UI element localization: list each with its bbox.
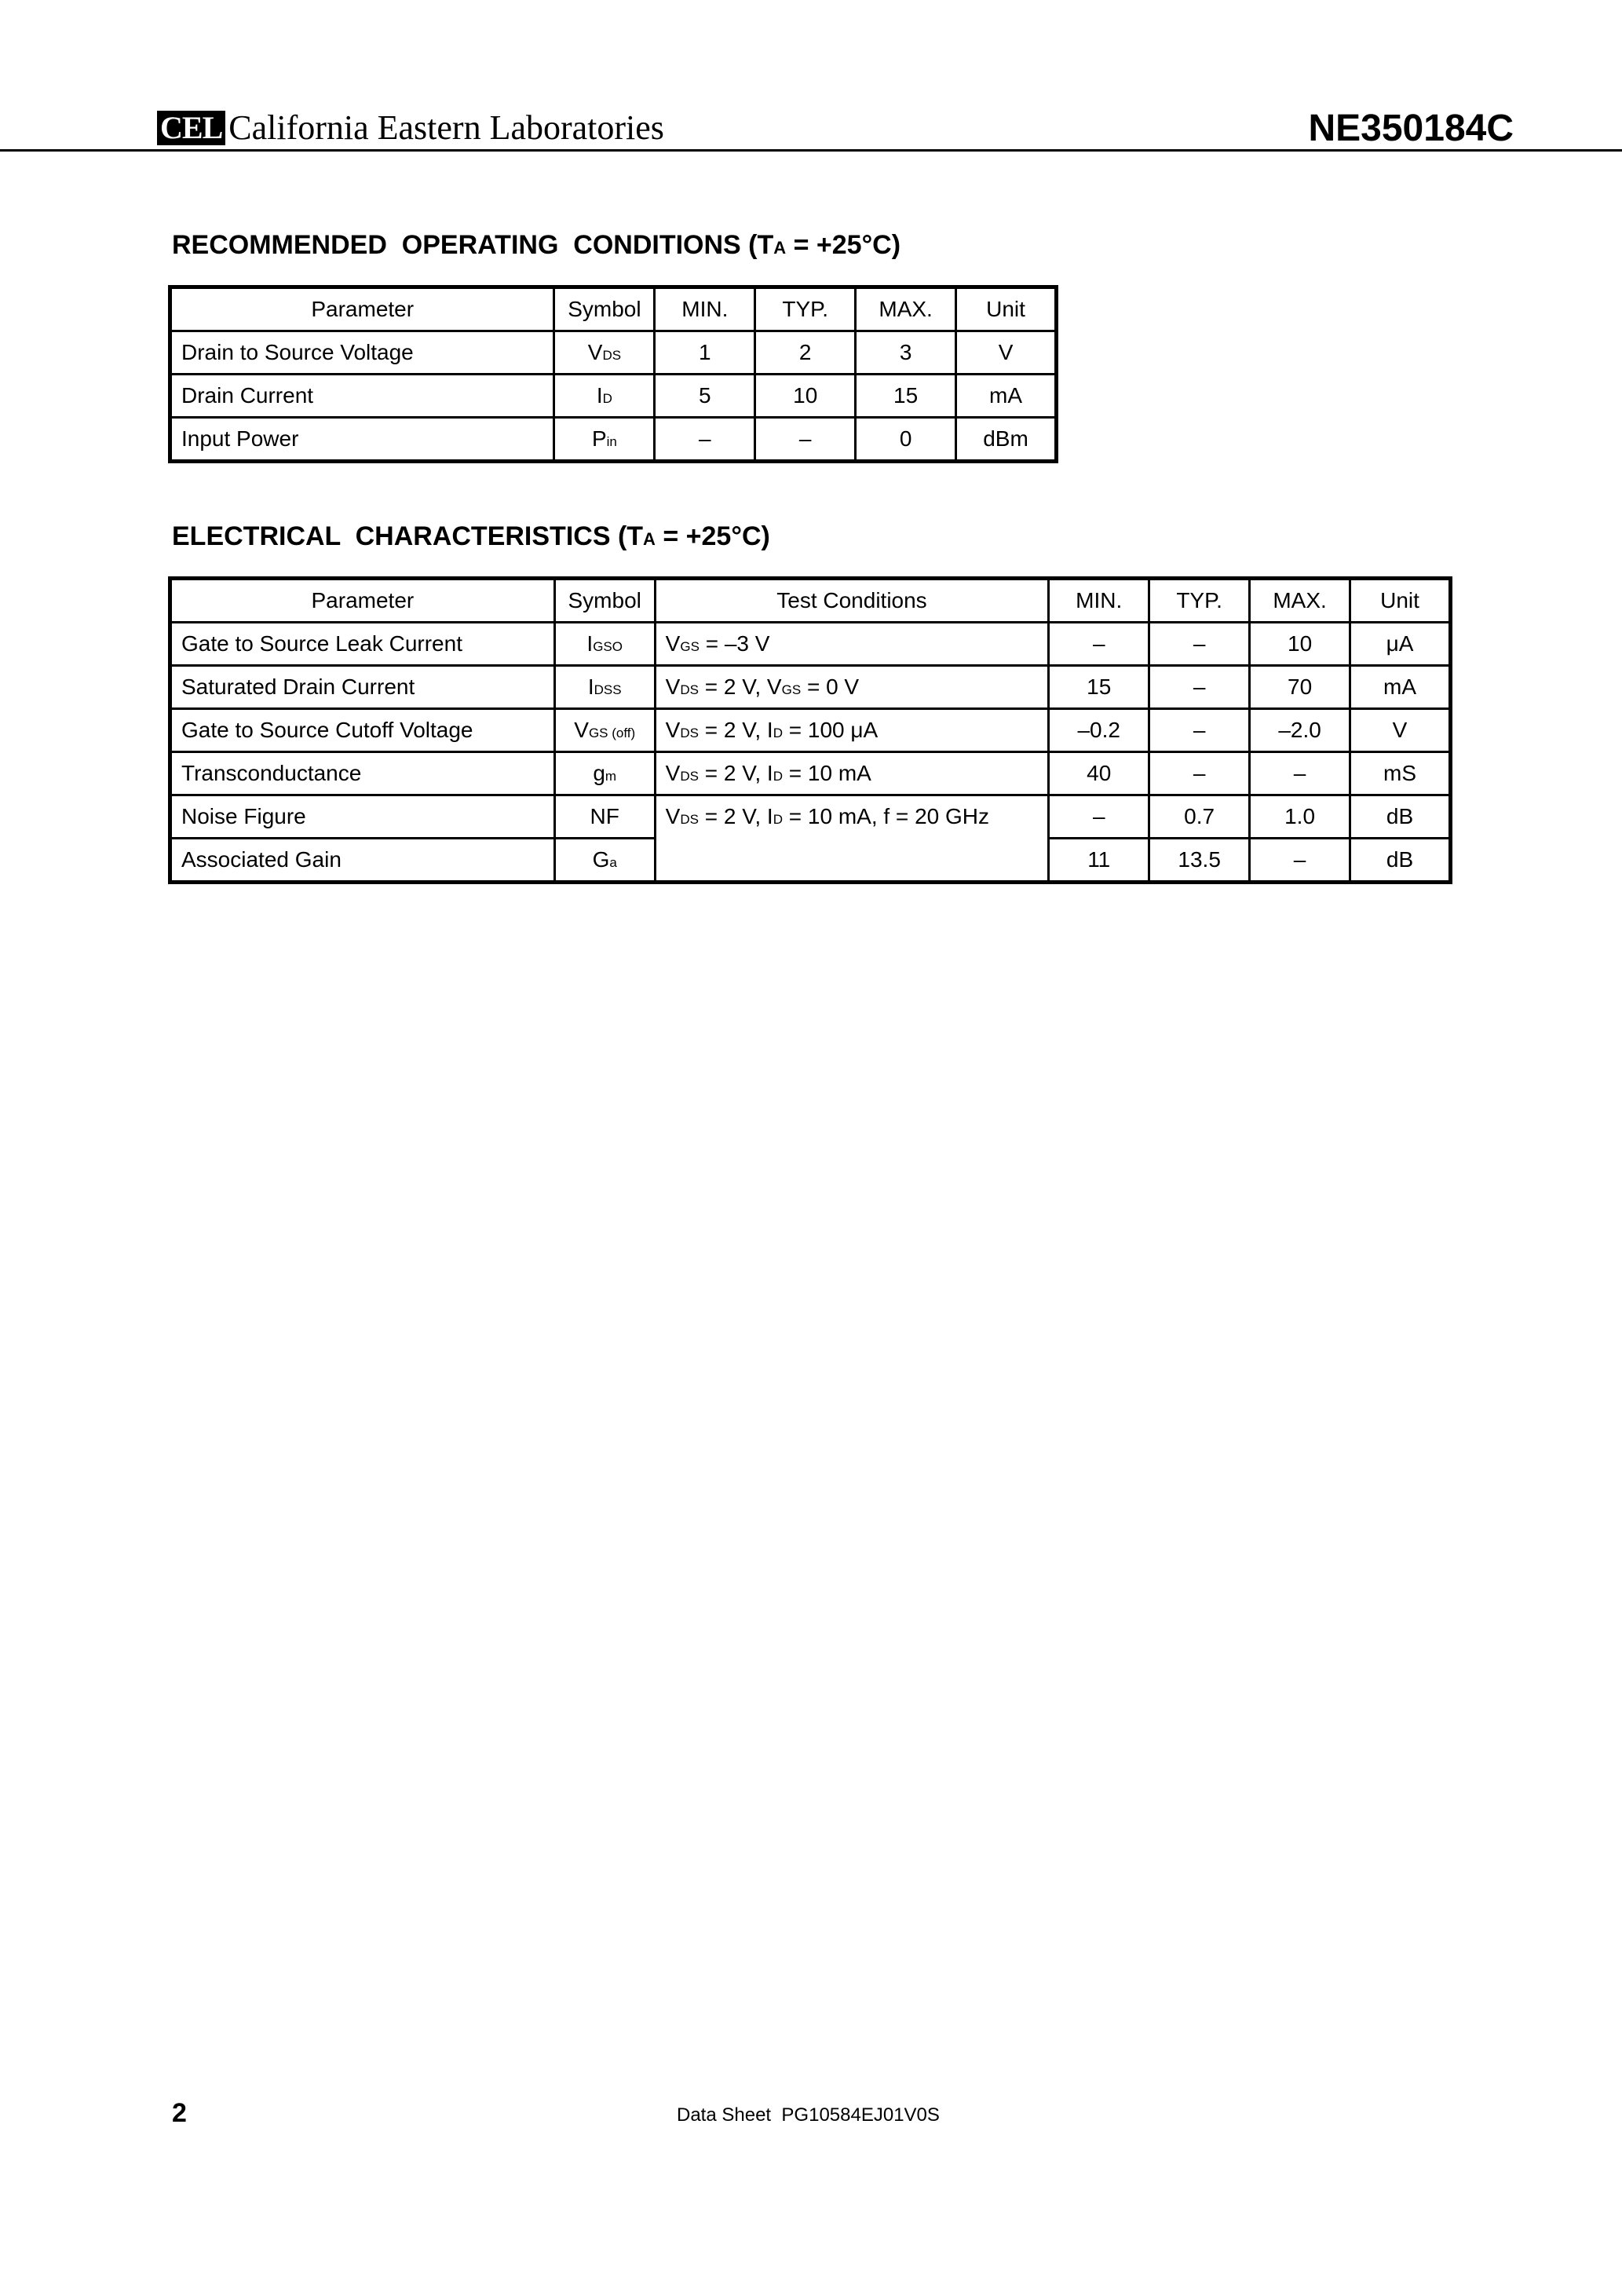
document-id: Data Sheet PG10584EJ01V0S (677, 2104, 940, 2126)
symbol-cell: Ga (554, 839, 655, 883)
table-header-row (170, 287, 1057, 331)
min-cell: – (1049, 623, 1149, 666)
typ-cell: 10 (755, 375, 856, 418)
header-rule (0, 149, 1622, 152)
table-row (170, 418, 1057, 462)
min-cell: 1 (655, 331, 755, 375)
symbol-cell: IGSO (554, 623, 655, 666)
table-row (170, 709, 1451, 752)
condition-cell: VDS = 2 V, ID = 10 mA (655, 752, 1049, 795)
col-header: TYP. (1149, 579, 1250, 623)
typ-cell: – (1149, 752, 1250, 795)
param-cell: Gate to Source Cutoff Voltage (170, 709, 555, 752)
recommended-conditions-table (168, 285, 1058, 463)
max-cell: – (1250, 839, 1350, 883)
typ-cell: 2 (755, 331, 856, 375)
col-header: MAX. (856, 287, 956, 331)
unit-cell: dBm (956, 418, 1057, 462)
symbol-cell: VGS (off) (554, 709, 655, 752)
unit-cell: dB (1350, 795, 1451, 839)
table-row (170, 623, 1451, 666)
min-cell: – (1049, 795, 1149, 839)
table-row (170, 375, 1057, 418)
max-cell: 1.0 (1250, 795, 1350, 839)
col-header: Parameter (170, 287, 554, 331)
param-cell: Saturated Drain Current (170, 666, 555, 709)
col-header: Parameter (170, 579, 555, 623)
symbol-cell: gm (554, 752, 655, 795)
col-header: TYP. (755, 287, 856, 331)
param-cell: Input Power (170, 418, 554, 462)
recommended-conditions-title: RECOMMENDED OPERATING CONDITIONS (TA = +25°C) (172, 230, 901, 260)
min-cell: –0.2 (1049, 709, 1149, 752)
table-header-row (170, 579, 1451, 623)
unit-cell: mS (1350, 752, 1451, 795)
max-cell: 0 (856, 418, 956, 462)
min-cell: – (655, 418, 755, 462)
param-cell: Gate to Source Leak Current (170, 623, 555, 666)
part-number: NE350184C (1308, 108, 1514, 149)
unit-cell: V (1350, 709, 1451, 752)
max-cell: 15 (856, 375, 956, 418)
unit-cell: V (956, 331, 1057, 375)
unit-cell: mA (956, 375, 1057, 418)
company-logo (157, 108, 664, 148)
unit-cell: μA (1350, 623, 1451, 666)
table-row (170, 331, 1057, 375)
col-header: Unit (1350, 579, 1451, 623)
min-cell: 40 (1049, 752, 1149, 795)
unit-cell: mA (1350, 666, 1451, 709)
max-cell: 10 (1250, 623, 1350, 666)
param-cell: Transconductance (170, 752, 555, 795)
condition-cell: VDS = 2 V, ID = 10 mA, f = 20 GHz (655, 795, 1049, 883)
condition-cell: VGS = –3 V (655, 623, 1049, 666)
col-header: Symbol (554, 579, 655, 623)
page-number: 2 (172, 2098, 187, 2128)
typ-cell: – (1149, 709, 1250, 752)
symbol-cell: NF (554, 795, 655, 839)
max-cell: –2.0 (1250, 709, 1350, 752)
col-header: Symbol (554, 287, 655, 331)
col-header: Unit (956, 287, 1057, 331)
typ-cell: – (1149, 666, 1250, 709)
param-cell: Drain Current (170, 375, 554, 418)
max-cell: 70 (1250, 666, 1350, 709)
typ-cell: 0.7 (1149, 795, 1250, 839)
typ-cell: – (1149, 623, 1250, 666)
symbol-cell: IDSS (554, 666, 655, 709)
col-header: Test Conditions (655, 579, 1049, 623)
col-header: MIN. (1049, 579, 1149, 623)
table-row (170, 752, 1451, 795)
col-header: MIN. (655, 287, 755, 331)
condition-cell: VDS = 2 V, VGS = 0 V (655, 666, 1049, 709)
min-cell: 11 (1049, 839, 1149, 883)
max-cell: 3 (856, 331, 956, 375)
min-cell: 15 (1049, 666, 1149, 709)
unit-cell: dB (1350, 839, 1451, 883)
company-name: California Eastern Laboratories (228, 108, 664, 147)
symbol-cell: ID (554, 375, 655, 418)
table-row (170, 666, 1451, 709)
symbol-cell: VDS (554, 331, 655, 375)
condition-cell: VDS = 2 V, ID = 100 μA (655, 709, 1049, 752)
col-header: MAX. (1250, 579, 1350, 623)
param-cell: Associated Gain (170, 839, 555, 883)
electrical-characteristics-title: ELECTRICAL CHARACTERISTICS (TA = +25°C) (172, 521, 770, 551)
electrical-characteristics-table (168, 576, 1452, 884)
symbol-cell: Pin (554, 418, 655, 462)
typ-cell: 13.5 (1149, 839, 1250, 883)
min-cell: 5 (655, 375, 755, 418)
typ-cell: – (755, 418, 856, 462)
max-cell: – (1250, 752, 1350, 795)
cel-logo-mark: CEL (157, 111, 225, 145)
param-cell: Noise Figure (170, 795, 555, 839)
param-cell: Drain to Source Voltage (170, 331, 554, 375)
table-row (170, 795, 1451, 839)
